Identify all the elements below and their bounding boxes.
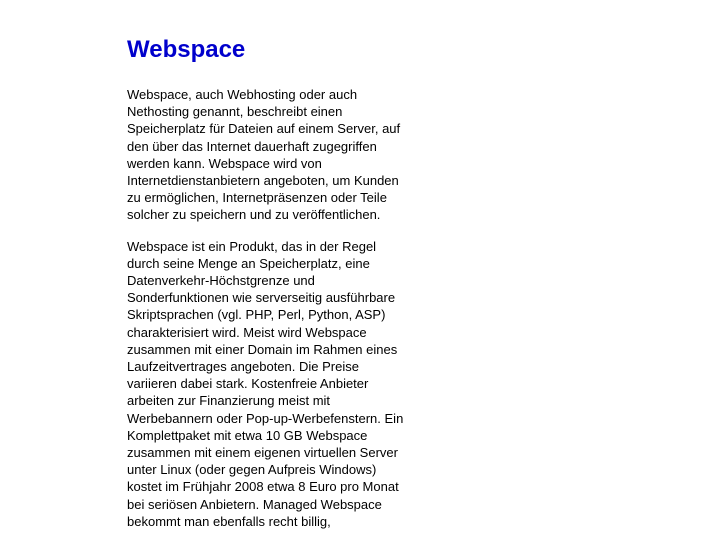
article (127, 34, 407, 544)
paragraph-product: Webspace ist ein Produkt, das in der Regel durch seine Menge an Speicherplatz, eine Datenverkehr-Höchstgrenze und Sonderfunktionen wie serverseitig ausführbare Skriptsprachen (vgl. PHP, Perl, Python, ASP) charakterisiert wird. Meist wird Webspace zusammen mit einer Domain im Rahmen eines Laufzeitvertrages angeboten. Die Preise variieren dabei stark. Kostenfreie Anbieter arbeiten zur Finanzierung meist mit Werbebannern oder Pop-up-Werbefenstern. Ein Komplettpaket mit etwa 10 GB Webspace zusammen mit einem eigenen virtuellen Server unter Linux (oder gegen Aufpreis Windows) kostet im Frühjahr 2008 etwa 8 Euro pro Monat bei seriösen Anbietern. Managed Webspace bekommt man ebenfalls recht billig, (127, 238, 404, 529)
paragraph-intro: Webspace, auch Webhosting oder auch Nethosting genannt, beschreibt einen Speicherplatz für Dateien auf einem Server, auf den über das Internet dauerhaft zugegriffen werden kann. Webspace wird von Internetdienstanbietern angeboten, um Kunden zu ermöglichen, Internetpräsenzen oder Teile solcher zu speichern und zu veröffentlichen. (127, 87, 401, 223)
page-title: Webspace (127, 36, 246, 63)
